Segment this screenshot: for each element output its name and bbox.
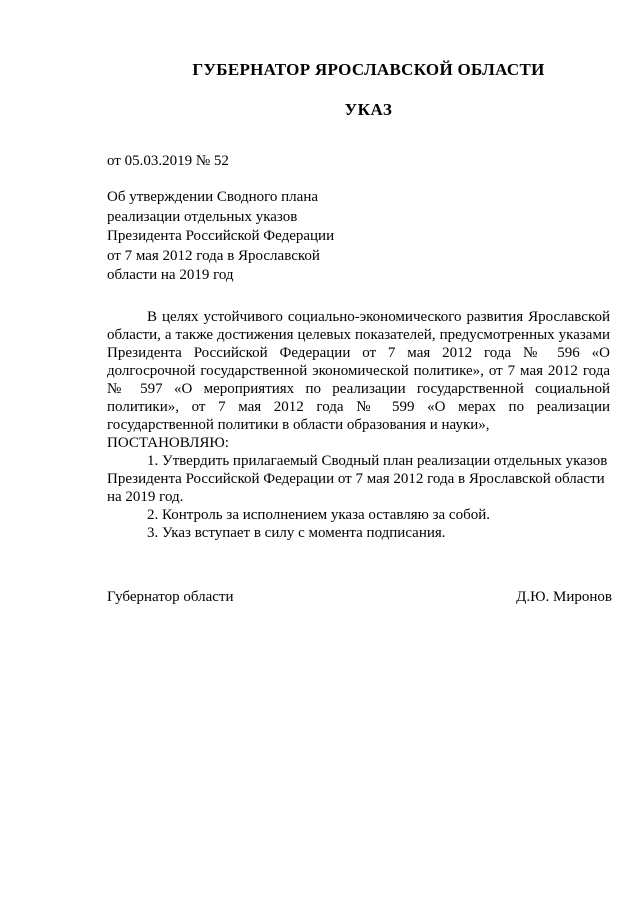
signatory-position: Губернатор области — [107, 589, 234, 605]
subject-line: Президента Российской Федерации — [107, 228, 335, 244]
issuer-title: ГУБЕРНАТОР ЯРОСЛАВСКОЙ ОБЛАСТИ — [192, 60, 545, 79]
subject-line: Об утверждении Сводного плана — [107, 189, 319, 205]
subject-line: области на 2019 год — [107, 267, 234, 283]
document-type: УКАЗ — [344, 100, 393, 119]
decree-item-2: 2. Контроль за исполнением указа оставляю за собой. — [147, 507, 490, 523]
document-body — [107, 308, 610, 542]
decree-word: ПОСТАНОВЛЯЮ: — [107, 435, 229, 451]
document-subject — [107, 188, 367, 286]
signature-block — [107, 589, 612, 606]
decree-item-1: 1. Утвердить прилагаемый Сводный план реализации отдельных указов Президента Российской Федерации от 7 мая 2012 года в Ярославской области на 2019 год. — [107, 453, 608, 505]
date-and-number: от 05.03.2019 № 52 — [107, 153, 229, 169]
subject-line: реализации отдельных указов — [107, 208, 298, 225]
signatory-name: Д.Ю. Миронов — [516, 589, 612, 605]
preamble-paragraph: В целях устойчивого социально-экономического развития Ярославской области, а также достижения целевых показателей, предусмотренных указами Президента Российской Федерации от 7 мая 2012 года № 596 «О долгосрочной государственной экономической политике», от 7 мая 2012 года № 597 «О мероприятиях по реализации государственной социальной политики», от 7 мая 2012 года № 599 «О мерах по реализации государственной политики в области образования и науки», — [107, 309, 610, 433]
subject-line: от 7 мая 2012 года в Ярославской — [107, 247, 320, 264]
decree-item-3: 3. Указ вступает в силу с момента подписания. — [147, 525, 446, 541]
